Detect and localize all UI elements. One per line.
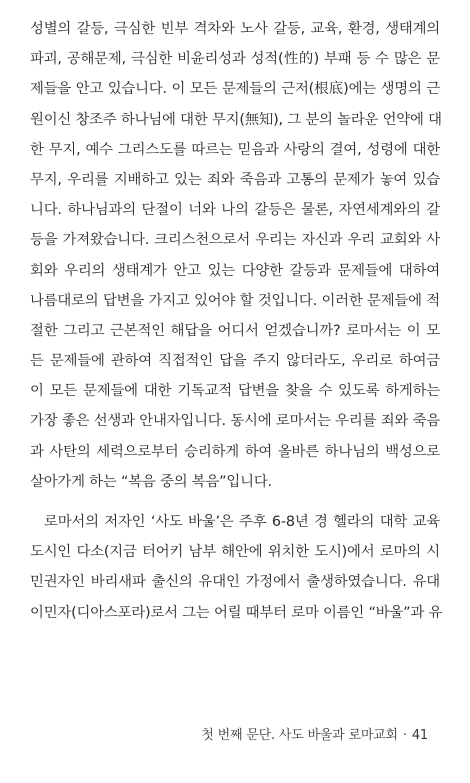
paragraph-gap <box>30 497 440 507</box>
text-line: 회와 우리의 생태계가 안고 있는 다양한 갈등과 문제들에 대하여 <box>30 262 440 279</box>
text-line: 과 사탄의 세력으로부터 승리하게 하여 올바른 하나님의 백성으로 <box>30 443 440 460</box>
footer-separator: · <box>402 728 407 743</box>
text-line: 로마서의 저자인 ‘사도 바울’은 주후 6-8년 경 헬라의 대학 교육 <box>44 514 440 530</box>
text-line: 무지, 우리를 지배하고 있는 죄와 죽음과 고통의 문제가 놓여 있습 <box>30 171 440 188</box>
text-line: 원이신 창조주 하나님에 대한 무지(無知), 그 분의 놀라운 언약에 대 <box>30 111 442 128</box>
text-line: 등을 가져왔습니다. 크리스천으로서 우리는 자신과 우리 교회와 사 <box>30 232 440 249</box>
text-line: 이 모든 문제들에 대한 기독교적 답변을 찾을 수 있도록 하게하는 <box>30 383 440 400</box>
body-text <box>30 14 443 628</box>
text-line: 성별의 갈등, 극심한 빈부 격차와 노사 갈등, 교육, 환경, 생태계의 <box>30 21 440 37</box>
text-line: 민권자인 바리새파 출신의 유대인 가정에서 출생하였습니다. 유대 <box>30 574 440 591</box>
text-line: 절한 그리고 근본적인 해답을 어디서 얻겠습니까? 로마서는 이 모 <box>30 322 440 339</box>
text-line: 파괴, 공해문제, 극심한 비윤리성과 성적(性的) 부패 등 수 많은 문 <box>30 51 440 68</box>
page-number: 41 <box>411 728 428 743</box>
text-line: 제들을 안고 있습니다. 이 모든 문제들의 근저(根底)에는 생명의 근 <box>30 81 440 98</box>
text-line: 가장 좋은 선생과 안내자입니다. 동시에 로마서는 우리를 죄와 죽음 <box>30 413 440 430</box>
text-line: 이민자(디아스포라)로서 그는 어릴 때부터 로마 이름인 “바울”과 유 <box>30 604 443 621</box>
text-line: 나름대로의 답변을 가지고 있어야 할 것입니다. 이러한 문제들에 적 <box>30 292 440 309</box>
page-footer <box>201 724 428 743</box>
text-line: 도시인 다소(지금 터어키 남부 해안에 위치한 도시)에서 로마의 시 <box>30 544 440 561</box>
paragraph-1 <box>30 14 440 497</box>
text-line: 살아가게 하는 “복음 중의 복음”입니다. <box>30 473 272 490</box>
text-line: 니다. 하나님과의 단절이 너와 나의 갈등은 물론, 자연세계와의 갈 <box>30 202 440 219</box>
running-title: 첫 번째 문단. 사도 바울과 로마교회 <box>201 728 398 743</box>
paragraph-2 <box>30 507 443 628</box>
text-line: 든 문제들에 관하여 직접적인 답을 주지 않더라도, 우리로 하여금 <box>30 353 440 370</box>
text-line: 한 무지, 예수 그리스도를 따르는 믿음과 사랑의 결여, 성령에 대한 <box>30 141 440 158</box>
